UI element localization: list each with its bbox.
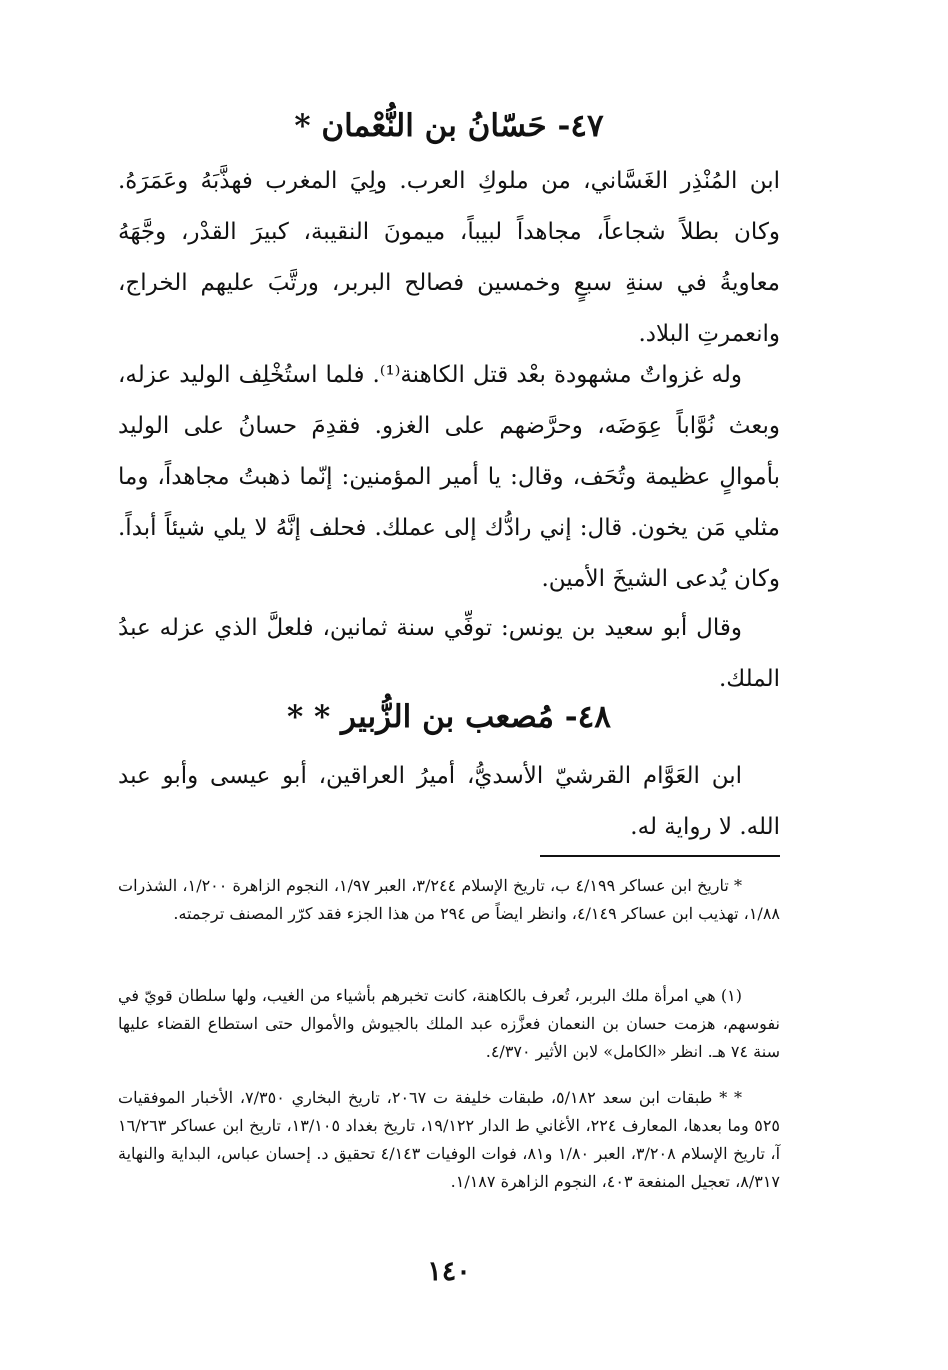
entry-heading-47: ٤٧- حَسّانُ بن النُّعْمان * [294,108,604,144]
book-page [118,0,780,1370]
entry-47-paragraph-3: وقال أبو سعيد بن يونس: توفِّي سنة ثمانين، فلعلَّ الذي عزله عبدُ الملك. [118,615,780,692]
entry-heading-48: ٤٨- مُصعب بن الزُّبير * * [287,699,611,735]
footnote-entry-48-sources: * * طبقات ابن سعد ٥/١٨٢، طبقات خليفة ت ٢٠٦٧، تاريخ البخاري ٧/٣٥٠، الأخبار الموفقيات ٥٢٥ وما بعدها، المعارف ٢٢٤، الأغاني ط الدار ١٩/١٢٢، تاريخ بغداد ١٣/١٠٥، تاريخ ابن عساكر ١٦/٢٦٣ آ، تاريخ الإسلام ٣/٢٠٨، العبر ١/٨٠ و٨١، فوات الوفيات ٤/١٤٣ تحقيق د. إحسان عباس، البداية والنهاية ٨/٣١٧، تعجيل المنفعة ٤٠٣، النجوم الزاهرة ١/١٨٧. [118,1088,781,1191]
page-number: ١٤٠ [427,1256,471,1287]
entry-47-paragraph-1: ابن المُنْذِر الغَسَّاني، من ملوكِ العرب. ولِيَ المغرب فهذَّبَهُ وعَمَرَهُ. وكان بطلاً شجاعاً، مجاهداً لبيباً، ميمونَ النقيبة، كبيرَ القدْر، وجَّهَهُ معاويةُ في سنةِ سبعٍ وخمسين فصالح البربر، ورتَّبَ عليهم الخراج، وانعمرتِ البلاد. [118,168,780,347]
footnote-separator [540,855,780,857]
entry-47-paragraph-2: وله غزواتٌ مشهودة بعْد قتل الكاهنة⁽¹⁾. فلما استُخْلِف الوليد عزله، وبعث نُوَّاباً عِوَضَه، وحرَّضهم على الغزو. فقدِمَ حسانُ على الوليد بأموالٍ عظيمة وتُحَف، وقال: يا أمير المؤمنين: إنّما ذهبتُ مجاهداً، وما مثلي مَن يخون. قال: إني رادُّك إلى عملك. فحلف إنَّهُ لا يلي شيئاً أبداً. وكان يُدعى الشيخَ الأمين. [118,362,780,592]
footnote-1-kahina: (١) هي امرأة ملك البربر، تُعرف بالكاهنة، كانت تخبرهم بأشياء من الغيب، ولها سلطان قويّ في نفوسهم، هزمت حسان بن النعمان فعزَّزه عبد الملك بالجيوش والأموال حتى استطاع القضاء عليها سنة ٧٤ هـ. انظر «الكامل» لابن الأثير ٤/٣٧٠. [118,986,780,1061]
entry-48-paragraph-1: ابن العَوَّام القرشيّ الأسديُّ، أميرُ العراقين، أبو عيسى وأبو عبد الله. لا رواية له. [118,763,780,840]
footnote-entry-47-sources: * تاريخ ابن عساكر ٤/١٩٩ ب، تاريخ الإسلام ٣/٢٤٤، العبر ١/٩٧، النجوم الزاهرة ١/٢٠٠، الشذرات ١/٨٨، تهذيب ابن عساكر ٤/١٤٩، وانظر ايضاً ص ٢٩٤ من هذا الجزء فقد كرّر المصنف ترجمته. [118,876,780,923]
